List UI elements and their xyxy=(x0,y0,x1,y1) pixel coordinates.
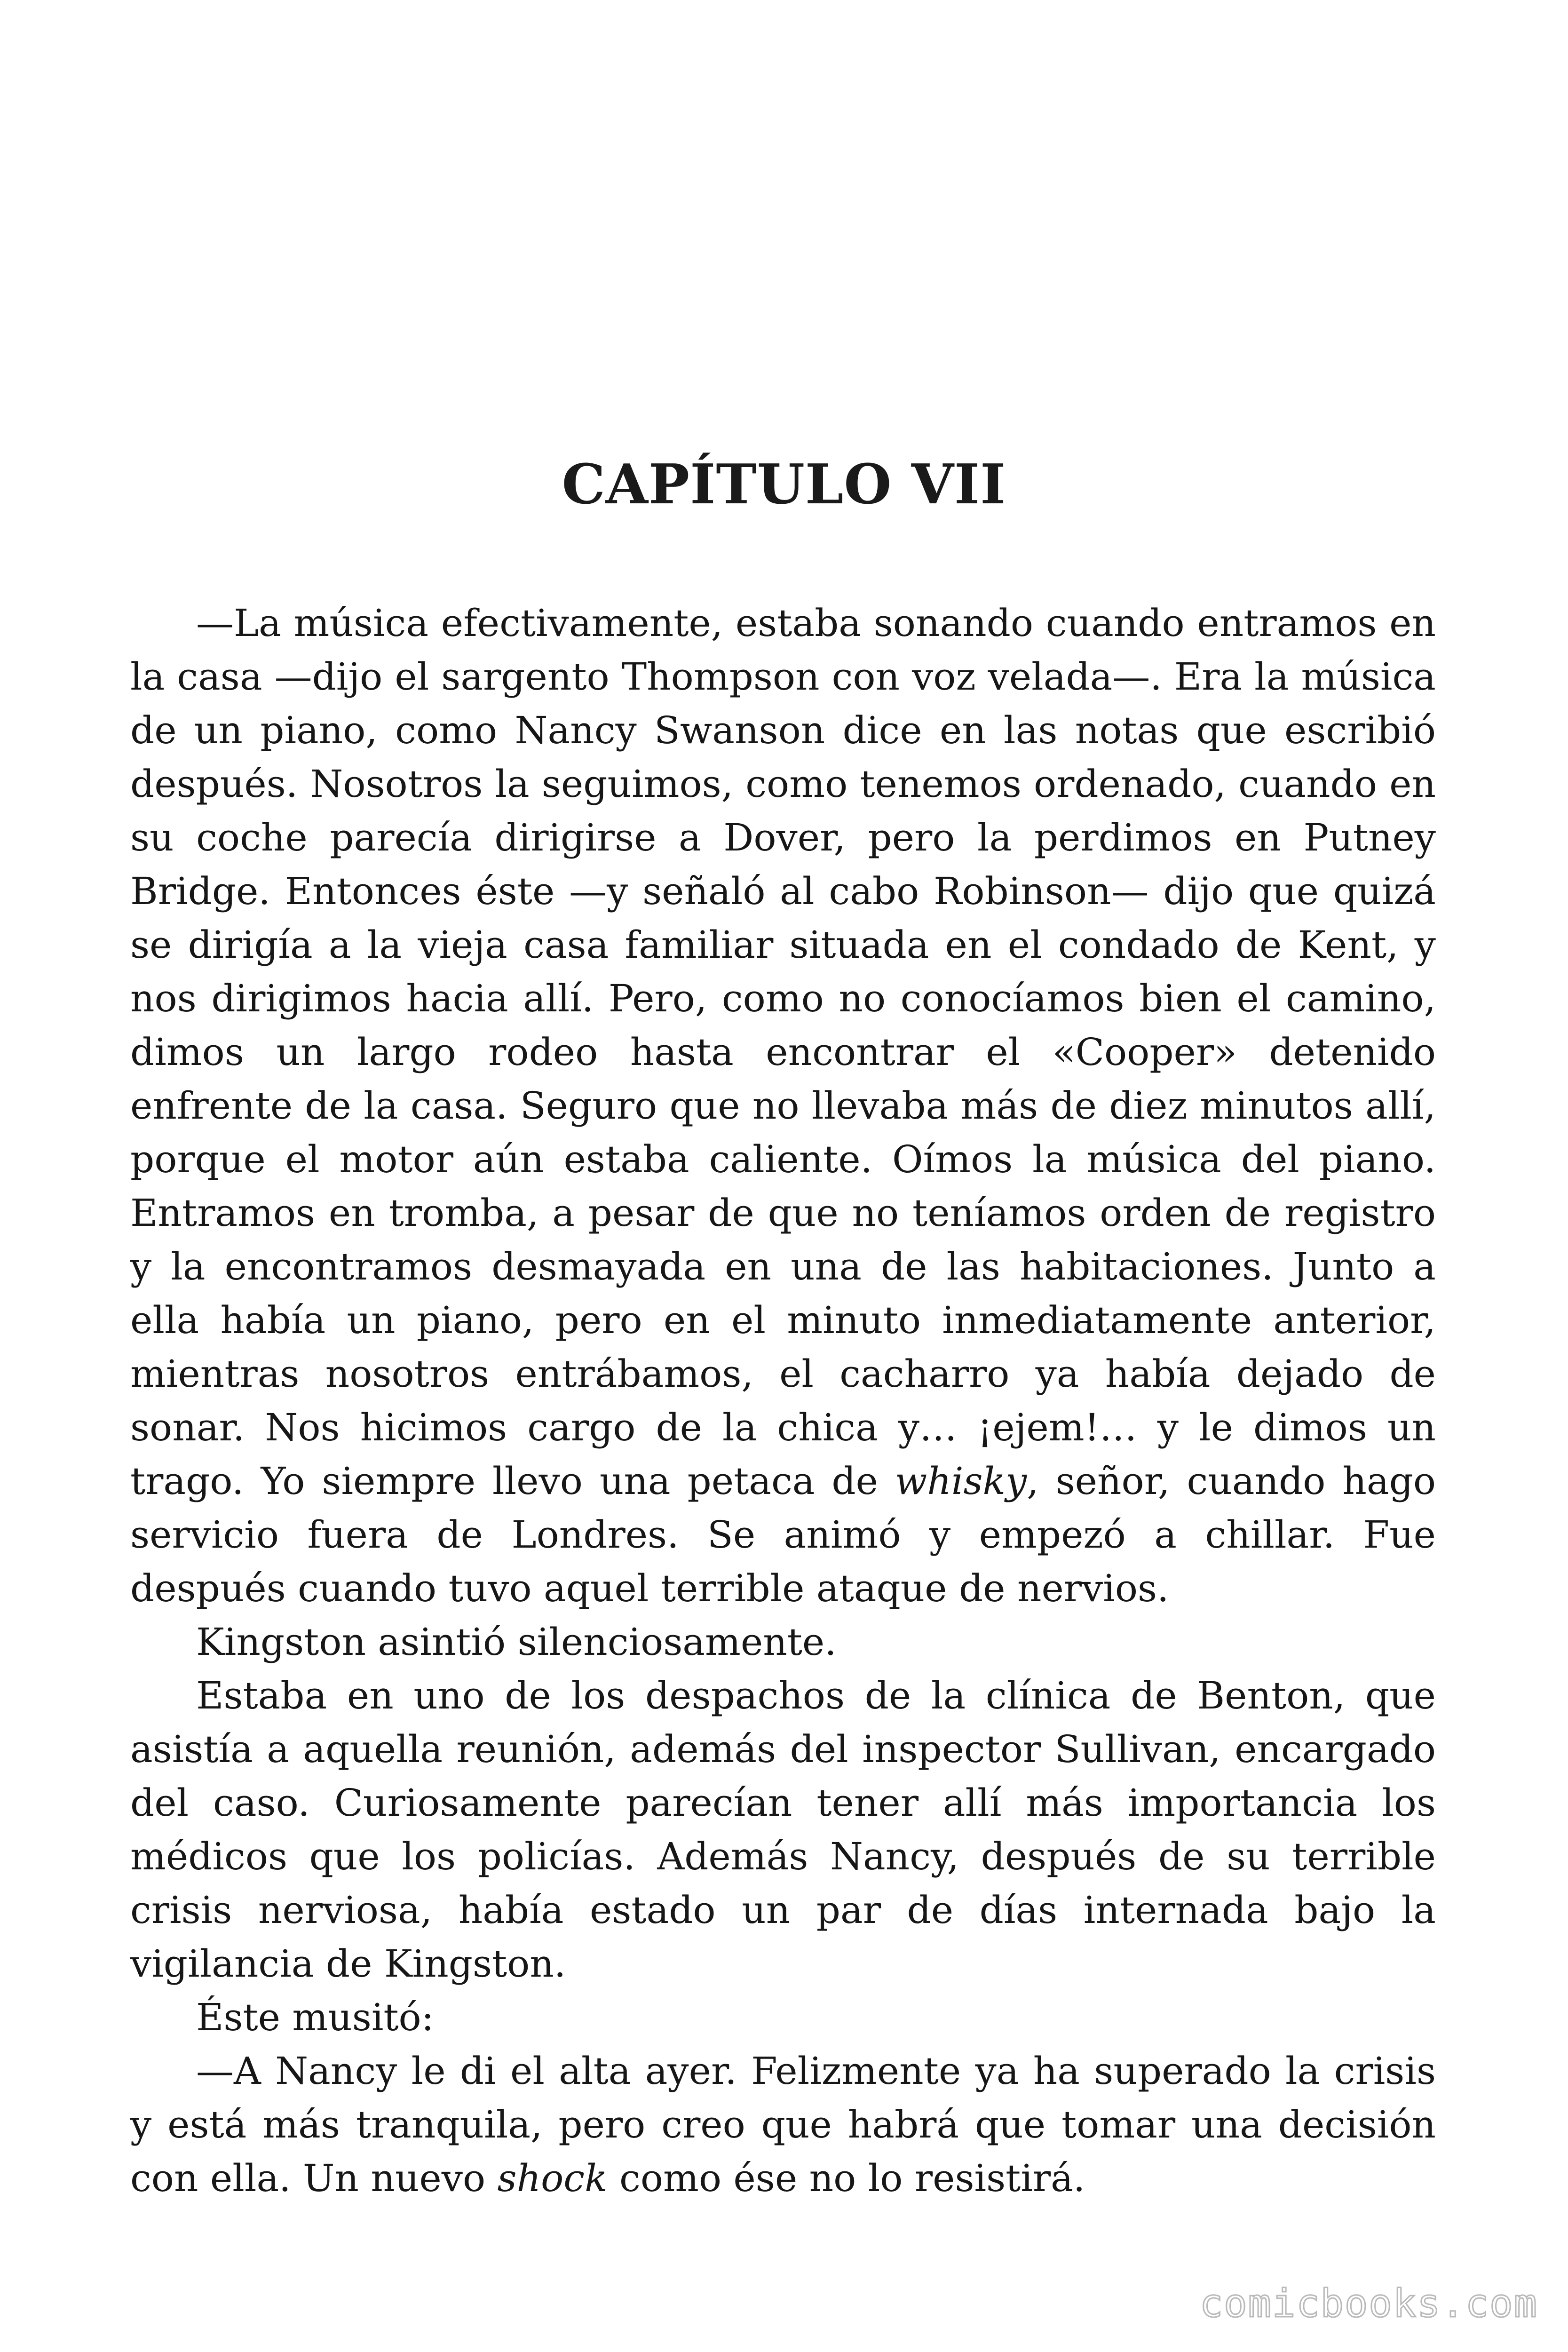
watermark: comicbooks.com xyxy=(1199,2281,1538,2326)
paragraph-clinic-meeting xyxy=(130,1669,1436,1991)
text-run: Éste musitó: xyxy=(196,1995,434,2039)
text-run: , señor, cuando hago servicio fuera de Londres. Se animó y empezó a chillar. Fue después cuando tuvo aquel terrible ataque de nervios. xyxy=(130,1459,1436,1610)
chapter-body xyxy=(130,596,1436,2205)
text-run: Estaba en uno de los despachos de la clínica de Benton, que asistía a aquella reunión, además del inspector Sullivan, encargado del caso. Curiosamente parecían tener allí más importancia los médicos que los policías. Además Nancy, después de su terrible crisis nerviosa, había estado un par de días internada bajo la vigilancia de Kingston. xyxy=(130,1674,1436,1986)
paragraph-kingston-murmur xyxy=(130,1991,1436,2044)
text-run: Kingston asintió silenciosamente. xyxy=(196,1620,837,1664)
italic-run: shock xyxy=(497,2156,608,2200)
text-run: —A Nancy le di el alta ayer. Felizmente ya ha superado la crisis y está más tranquila, pero creo que habrá que tomar una decisión con ella. Un nuevo xyxy=(130,2049,1436,2200)
paragraph-sergeant-report xyxy=(130,596,1436,1615)
text-run: como ése no lo resistirá. xyxy=(607,2156,1085,2200)
italic-run: whisky xyxy=(895,1459,1027,1503)
paragraph-kingston-decision xyxy=(130,2044,1436,2205)
chapter-title: CAPÍTULO VII xyxy=(562,453,1006,516)
paragraph-kingston-nod xyxy=(130,1615,1436,1669)
text-run: —La música efectivamente, estaba sonando cuando entramos en la casa —dijo el sargento Thompson con voz velada—. Era la música de un piano, como Nancy Swanson dice en las notas que escribió después. Nosotros la seguimos, como tenemos ordenado, cuando en su coche parecía dirigirse a Dover, pero la perdimos en Putney Bridge. Entonces éste —y señaló al cabo Robinson— dijo que quizá se dirigía a la vieja casa familiar situada en el condado de Kent, y nos dirigimos hacia allí. Pero, como no conocíamos bien el camino, dimos un largo rodeo hasta encontrar el «Cooper» detenido enfrente de la casa. Seguro que no llevaba más de diez minutos allí, porque el motor aún estaba caliente. Oímos la música del piano. Entramos en tromba, a pesar de que no teníamos orden de registro y la encontramos desmayada en una de las habitaciones. Junto a ella había un piano, pero en el minuto inmediatamente anterior, mientras nosotros entrábamos, el cacharro ya había dejado de sonar. Nos hicimos cargo de la chica y… ¡ejem!… y le dimos un trago. Yo siempre llevo una petaca de xyxy=(130,601,1436,1503)
